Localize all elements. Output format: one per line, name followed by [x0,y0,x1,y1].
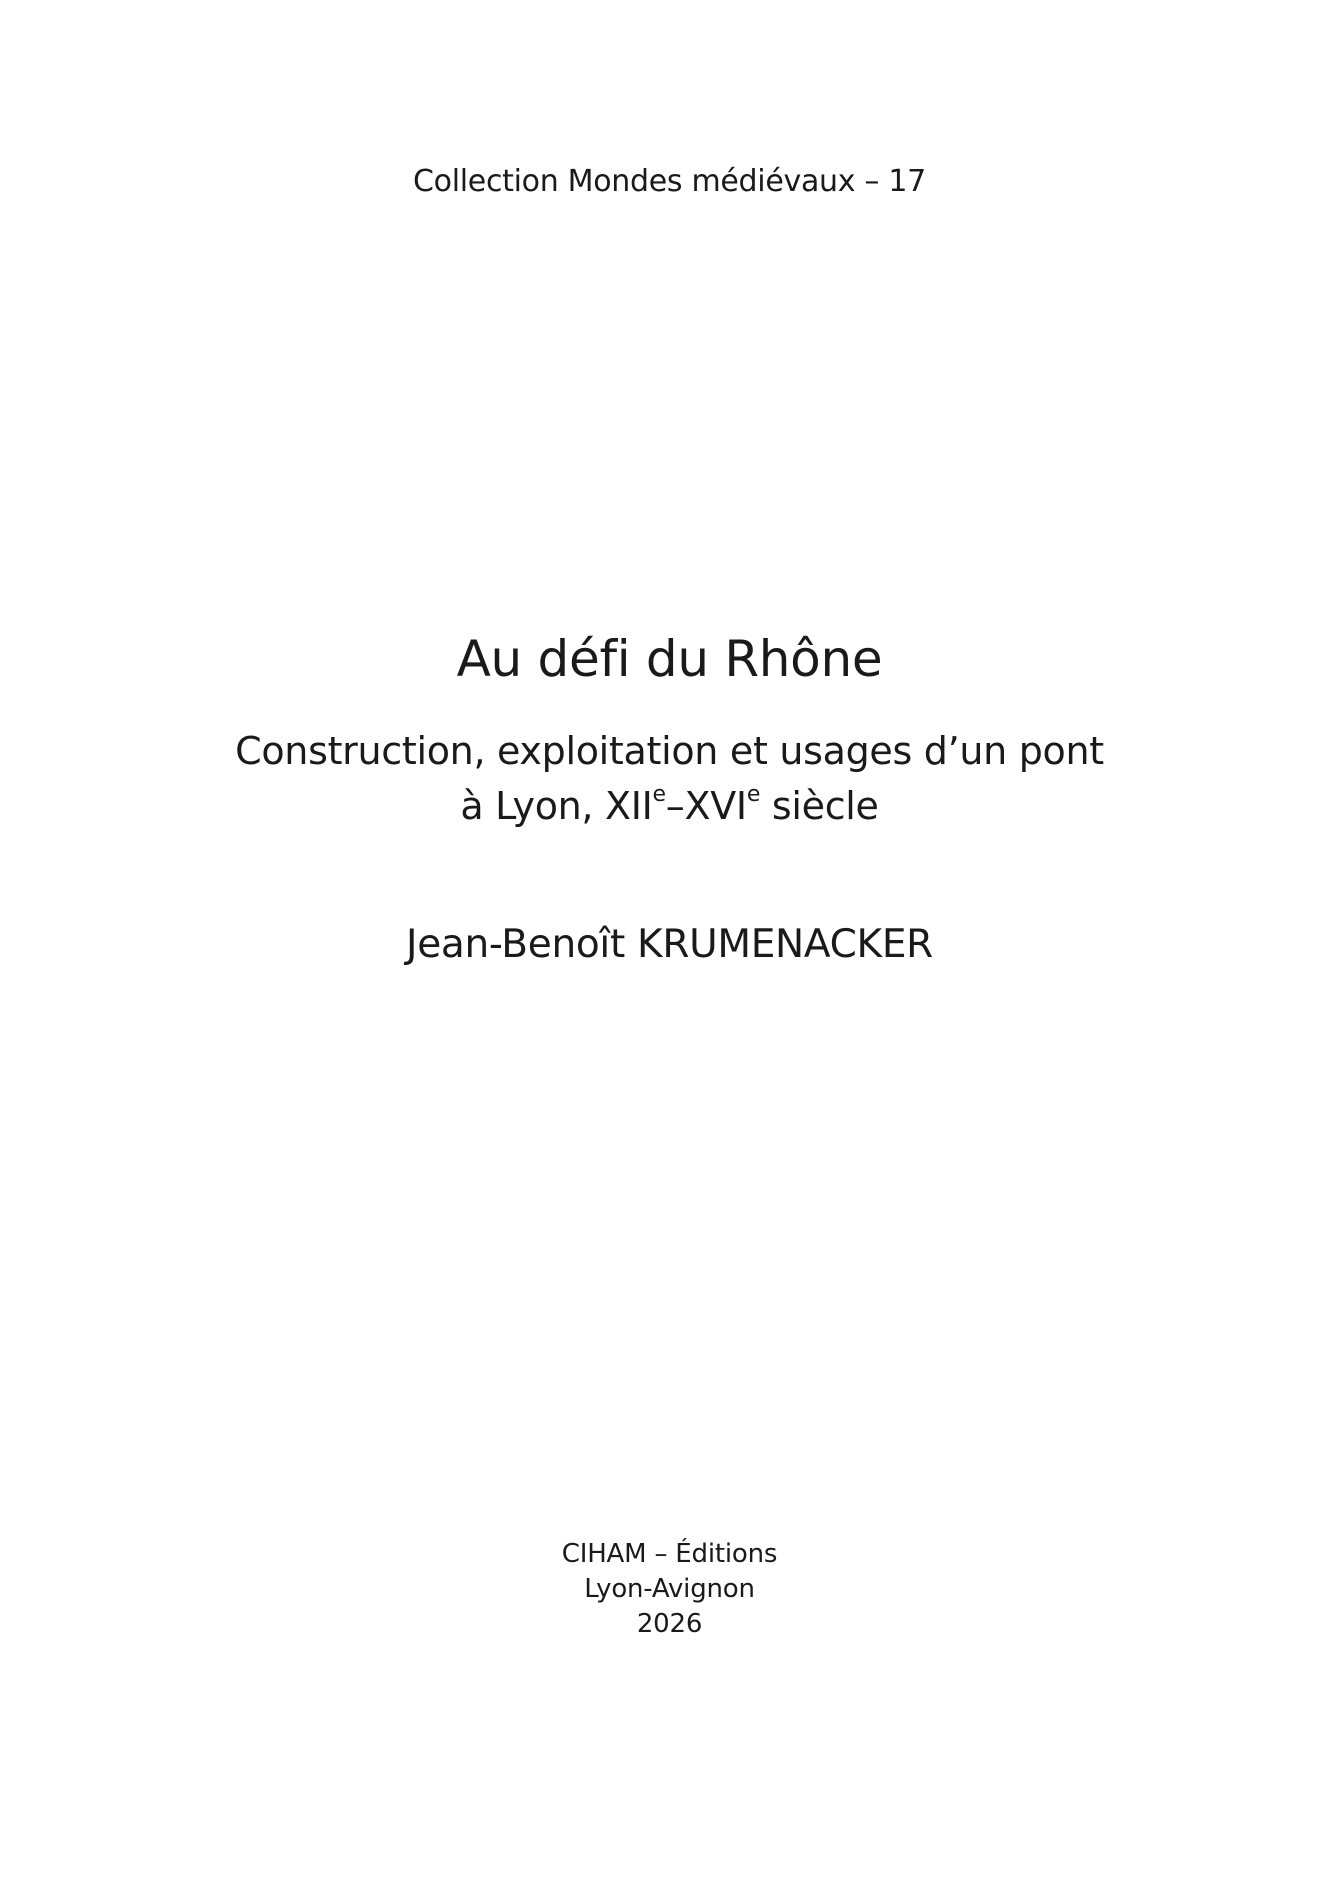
subtitle-line-2 [0,784,1339,828]
collection-label: Collection Mondes médiévaux – 17 [413,164,926,199]
publication-place: Lyon-Avignon [584,1574,755,1604]
author-name: Jean-Benoît KRUMENACKER [406,922,933,967]
subtitle-suffix: siècle [760,784,879,828]
subtitle-line-1: Construction, exploitation et usages d’un pont [235,729,1104,773]
publisher-name: CIHAM – Éditions [561,1539,778,1569]
century-superscript-2: e [746,782,761,807]
book-title: Au défi du Rhône [456,630,883,688]
subtitle-middle: –XVI [665,784,747,828]
subtitle-prefix: à Lyon, XII [460,784,653,828]
publication-year: 2026 [636,1609,703,1639]
century-superscript-1: e [652,782,666,807]
